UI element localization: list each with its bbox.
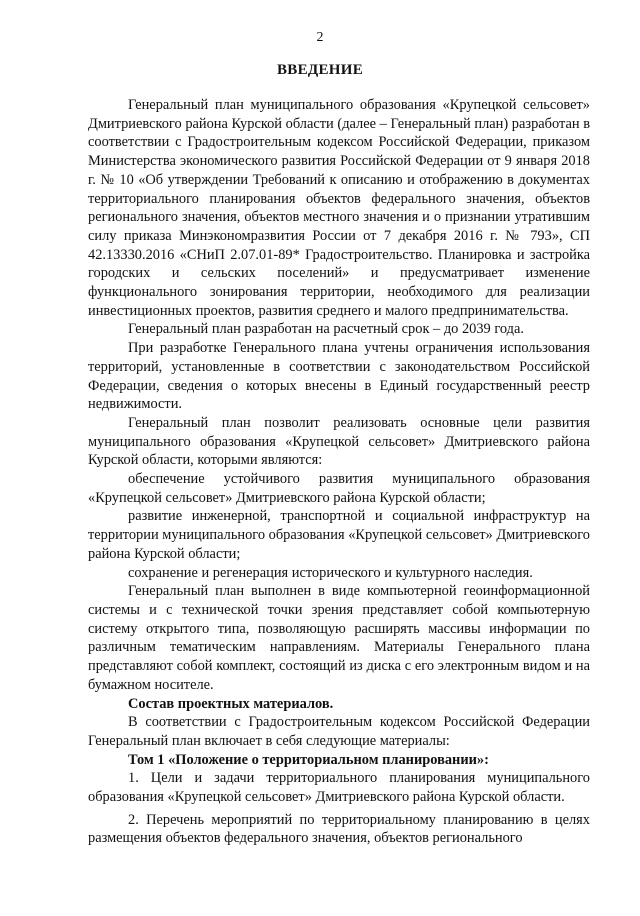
paragraph-term: Генеральный план разработан на расчетный срок – до 2039 года. [128, 321, 524, 338]
page-number: 2 [316, 30, 324, 45]
section-heading-materials: Состав проектных материалов. [128, 695, 334, 712]
paragraph-goal-2: развитие инженерной, транспортной и социальной инфраструктур на территории муниципального образования «Крупецкой сельсовет» Дмитриевского района Курской области; [88, 508, 590, 562]
paragraph-materials: В соответствии с Градостроительным кодексом Российской Федерации Генеральный план включает в себя следующие материалы: [88, 714, 590, 749]
list-item-1: 1. Цели и задачи территориального планирования муниципального образования «Крупецкой сельсовет» Дмитриевского района Курской области. [88, 770, 590, 806]
paragraph-goals: Генеральный план позволит реализовать основные цели развития муниципального образования «Крупецкой сельсовет» Дмитриевского района Курской области, которыми являются: [88, 414, 590, 469]
paragraph-restrictions: При разработке Генерального плана учтены ограничения использования территорий, установленные в соответствии с законодательством Российской Федерации, сведения о которых внесены в Единый государственный реестр недвижимости. [88, 340, 590, 413]
paragraph-goal-3: сохранение и регенерация исторического и культурного наследия. [128, 564, 533, 581]
page-title: ВВЕДЕНИЕ [276, 62, 364, 78]
paragraph-intro: Генеральный план муниципального образования «Крупецкой сельсовет» Дмитриевского района Курской области (далее – Генеральный план) разработан в соответствии с Градостроительным кодексом Российской Федерации, приказом Министерства экономического развития Российской Федерации от 9 января 2018 г. № 10 «Об утверждении Требований к описанию и отображению в документах территориального планирования объектов федерального значения, объектов регионального значения, объектов местного значения и о признании утратившим силу приказа Минэкономразвития России от 7 декабря 2016 г. № 793», СП 42.13330.2016 «СНиП 2.07.01-89* Градостроительство. Планировка и застройка городских и сельских поселений» и предусматривает изменение функционального зонирования территории, необходимого для реализации инвестиционных проектов, развития среднего и малого предпринимательства. [88, 97, 590, 319]
list-item-2: 2. Перечень мероприятий по территориальному планированию в целях размещения объектов федерального значения, объектов регионального [88, 811, 590, 847]
volume-1-heading: Том 1 «Положение о территориальном планировании»: [128, 751, 489, 768]
paragraph-goal-1: обеспечение устойчивого развития муниципального образования «Крупецкой сельсовет» Дмитриевского района Курской области; [88, 471, 590, 506]
paragraph-gis: Генеральный план выполнен в виде компьютерной геоинформационной системы и с технической точки зрения представляет собой компьютерную систему открытого типа, позволяющую расширять массивы информации по различным тематическим направлениям. Материалы Генерального плана представляют собой комплект, состоящий из диска с его электронным видом и на бумажном носителе. [88, 583, 590, 693]
document-body [88, 96, 590, 848]
